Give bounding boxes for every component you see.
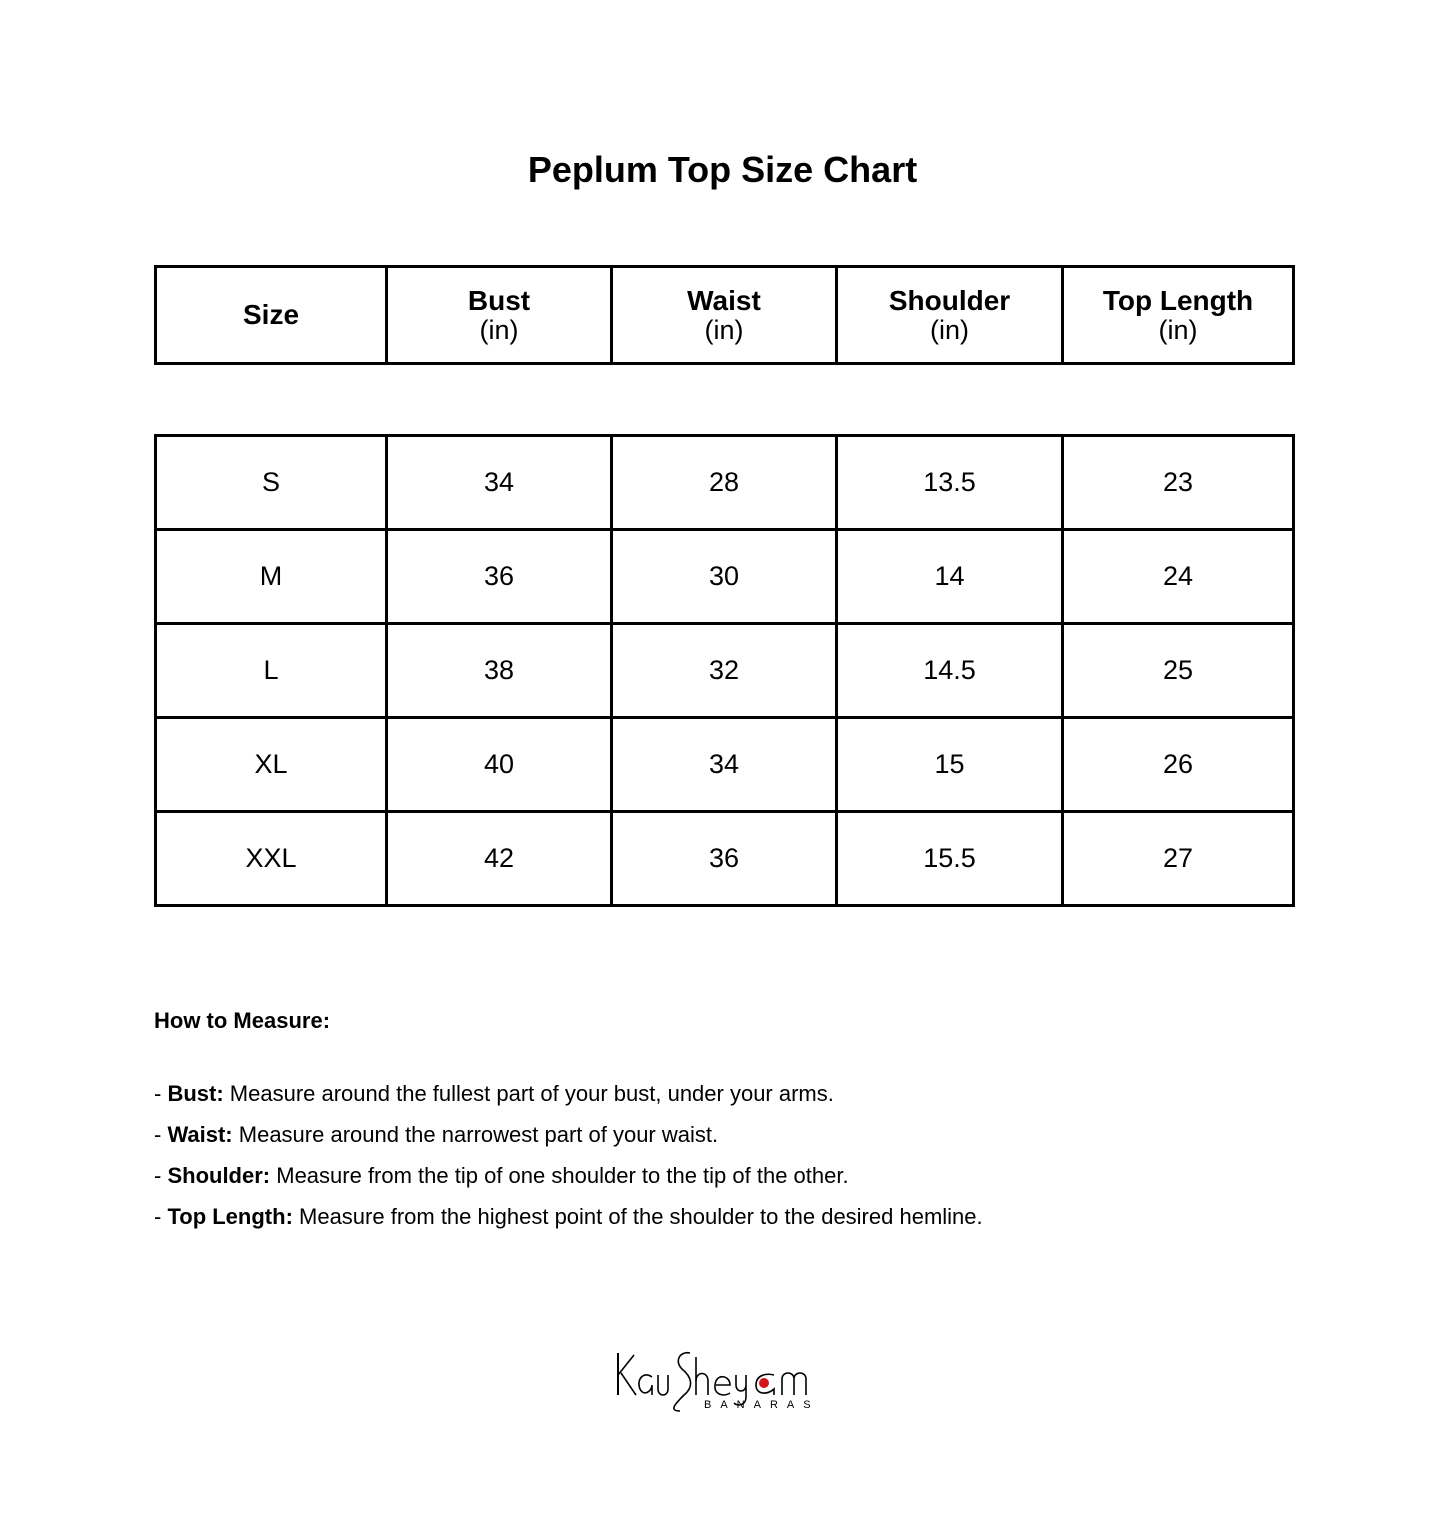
header-row <box>156 267 1294 364</box>
bullet-prefix: - <box>154 1081 168 1106</box>
column-name: Size <box>242 299 300 330</box>
column-name: Waist <box>687 285 761 316</box>
measure-instruction-bust <box>154 1073 1294 1114</box>
table-cell-top-length: 25 <box>1063 624 1294 718</box>
bullet-prefix: - <box>154 1122 168 1147</box>
size-table-header <box>154 265 1295 365</box>
measure-instruction-top-length <box>154 1196 1294 1237</box>
table-cell-size: XL <box>156 718 387 812</box>
bullet-prefix: - <box>154 1204 168 1229</box>
how-to-measure-section <box>154 1005 1294 1237</box>
table-cell-top-length: 23 <box>1063 436 1294 530</box>
measure-text: Measure around the fullest part of your bust, under your arms. <box>223 1081 834 1106</box>
svg-text:BANARAS: BANARAS <box>704 1399 820 1411</box>
measure-instruction-waist <box>154 1114 1294 1155</box>
header-cell-bust <box>387 267 612 364</box>
table-row <box>156 436 1294 530</box>
measure-term: Top Length: <box>167 1204 293 1229</box>
column-name: Bust <box>467 285 531 316</box>
column-unit: (in) <box>479 315 519 345</box>
table-cell-top-length: 24 <box>1063 530 1294 624</box>
table-cell-bust: 34 <box>387 436 612 530</box>
table-cell-shoulder: 13.5 <box>837 436 1063 530</box>
measure-text: Measure from the tip of one shoulder to the tip of the other. <box>270 1163 849 1188</box>
table-cell-bust: 40 <box>387 718 612 812</box>
table-cell-bust: 38 <box>387 624 612 718</box>
table-cell-shoulder: 14.5 <box>837 624 1063 718</box>
measure-term: Shoulder: <box>167 1163 271 1188</box>
column-unit: (in) <box>1158 315 1198 345</box>
how-to-measure-heading: How to Measure: <box>154 1008 331 1033</box>
header-cell-shoulder <box>837 267 1063 364</box>
size-table-body <box>154 434 1295 907</box>
table-cell-waist: 32 <box>612 624 837 718</box>
table-cell-shoulder: 15 <box>837 718 1063 812</box>
column-unit: (in) <box>930 315 969 345</box>
table-cell-top-length: 27 <box>1063 812 1294 906</box>
brand-logo <box>612 1345 832 1415</box>
table-cell-waist: 30 <box>612 530 837 624</box>
table-cell-size: L <box>156 624 387 718</box>
measure-instruction-shoulder <box>154 1155 1294 1196</box>
table-cell-waist: 34 <box>612 718 837 812</box>
measure-term: Waist: <box>167 1122 233 1147</box>
table-row <box>156 530 1294 624</box>
page-title: Peplum Top Size Chart <box>527 149 918 190</box>
table-row <box>156 812 1294 906</box>
header-cell-size <box>156 267 387 364</box>
column-name: Top Length <box>1102 285 1254 316</box>
table-row <box>156 718 1294 812</box>
table-cell-bust: 42 <box>387 812 612 906</box>
table-cell-shoulder: 14 <box>837 530 1063 624</box>
table-cell-bust: 36 <box>387 530 612 624</box>
table-cell-top-length: 26 <box>1063 718 1294 812</box>
column-name: Shoulder <box>888 285 1011 316</box>
measure-term: Bust: <box>167 1081 224 1106</box>
measure-text: Measure around the narrowest part of your waist. <box>232 1122 719 1147</box>
table-row <box>156 624 1294 718</box>
column-unit: (in) <box>704 315 744 345</box>
table-cell-size: M <box>156 530 387 624</box>
table-cell-size: XXL <box>156 812 387 906</box>
table-cell-size: S <box>156 436 387 530</box>
bullet-prefix: - <box>154 1163 168 1188</box>
measure-text: Measure from the highest point of the shoulder to the desired hemline. <box>292 1204 983 1229</box>
brand-logo-mark <box>612 1345 832 1415</box>
header-cell-waist <box>612 267 837 364</box>
table-cell-waist: 36 <box>612 812 837 906</box>
table-cell-waist: 28 <box>612 436 837 530</box>
header-cell-top-length <box>1063 267 1294 364</box>
table-cell-shoulder: 15.5 <box>837 812 1063 906</box>
